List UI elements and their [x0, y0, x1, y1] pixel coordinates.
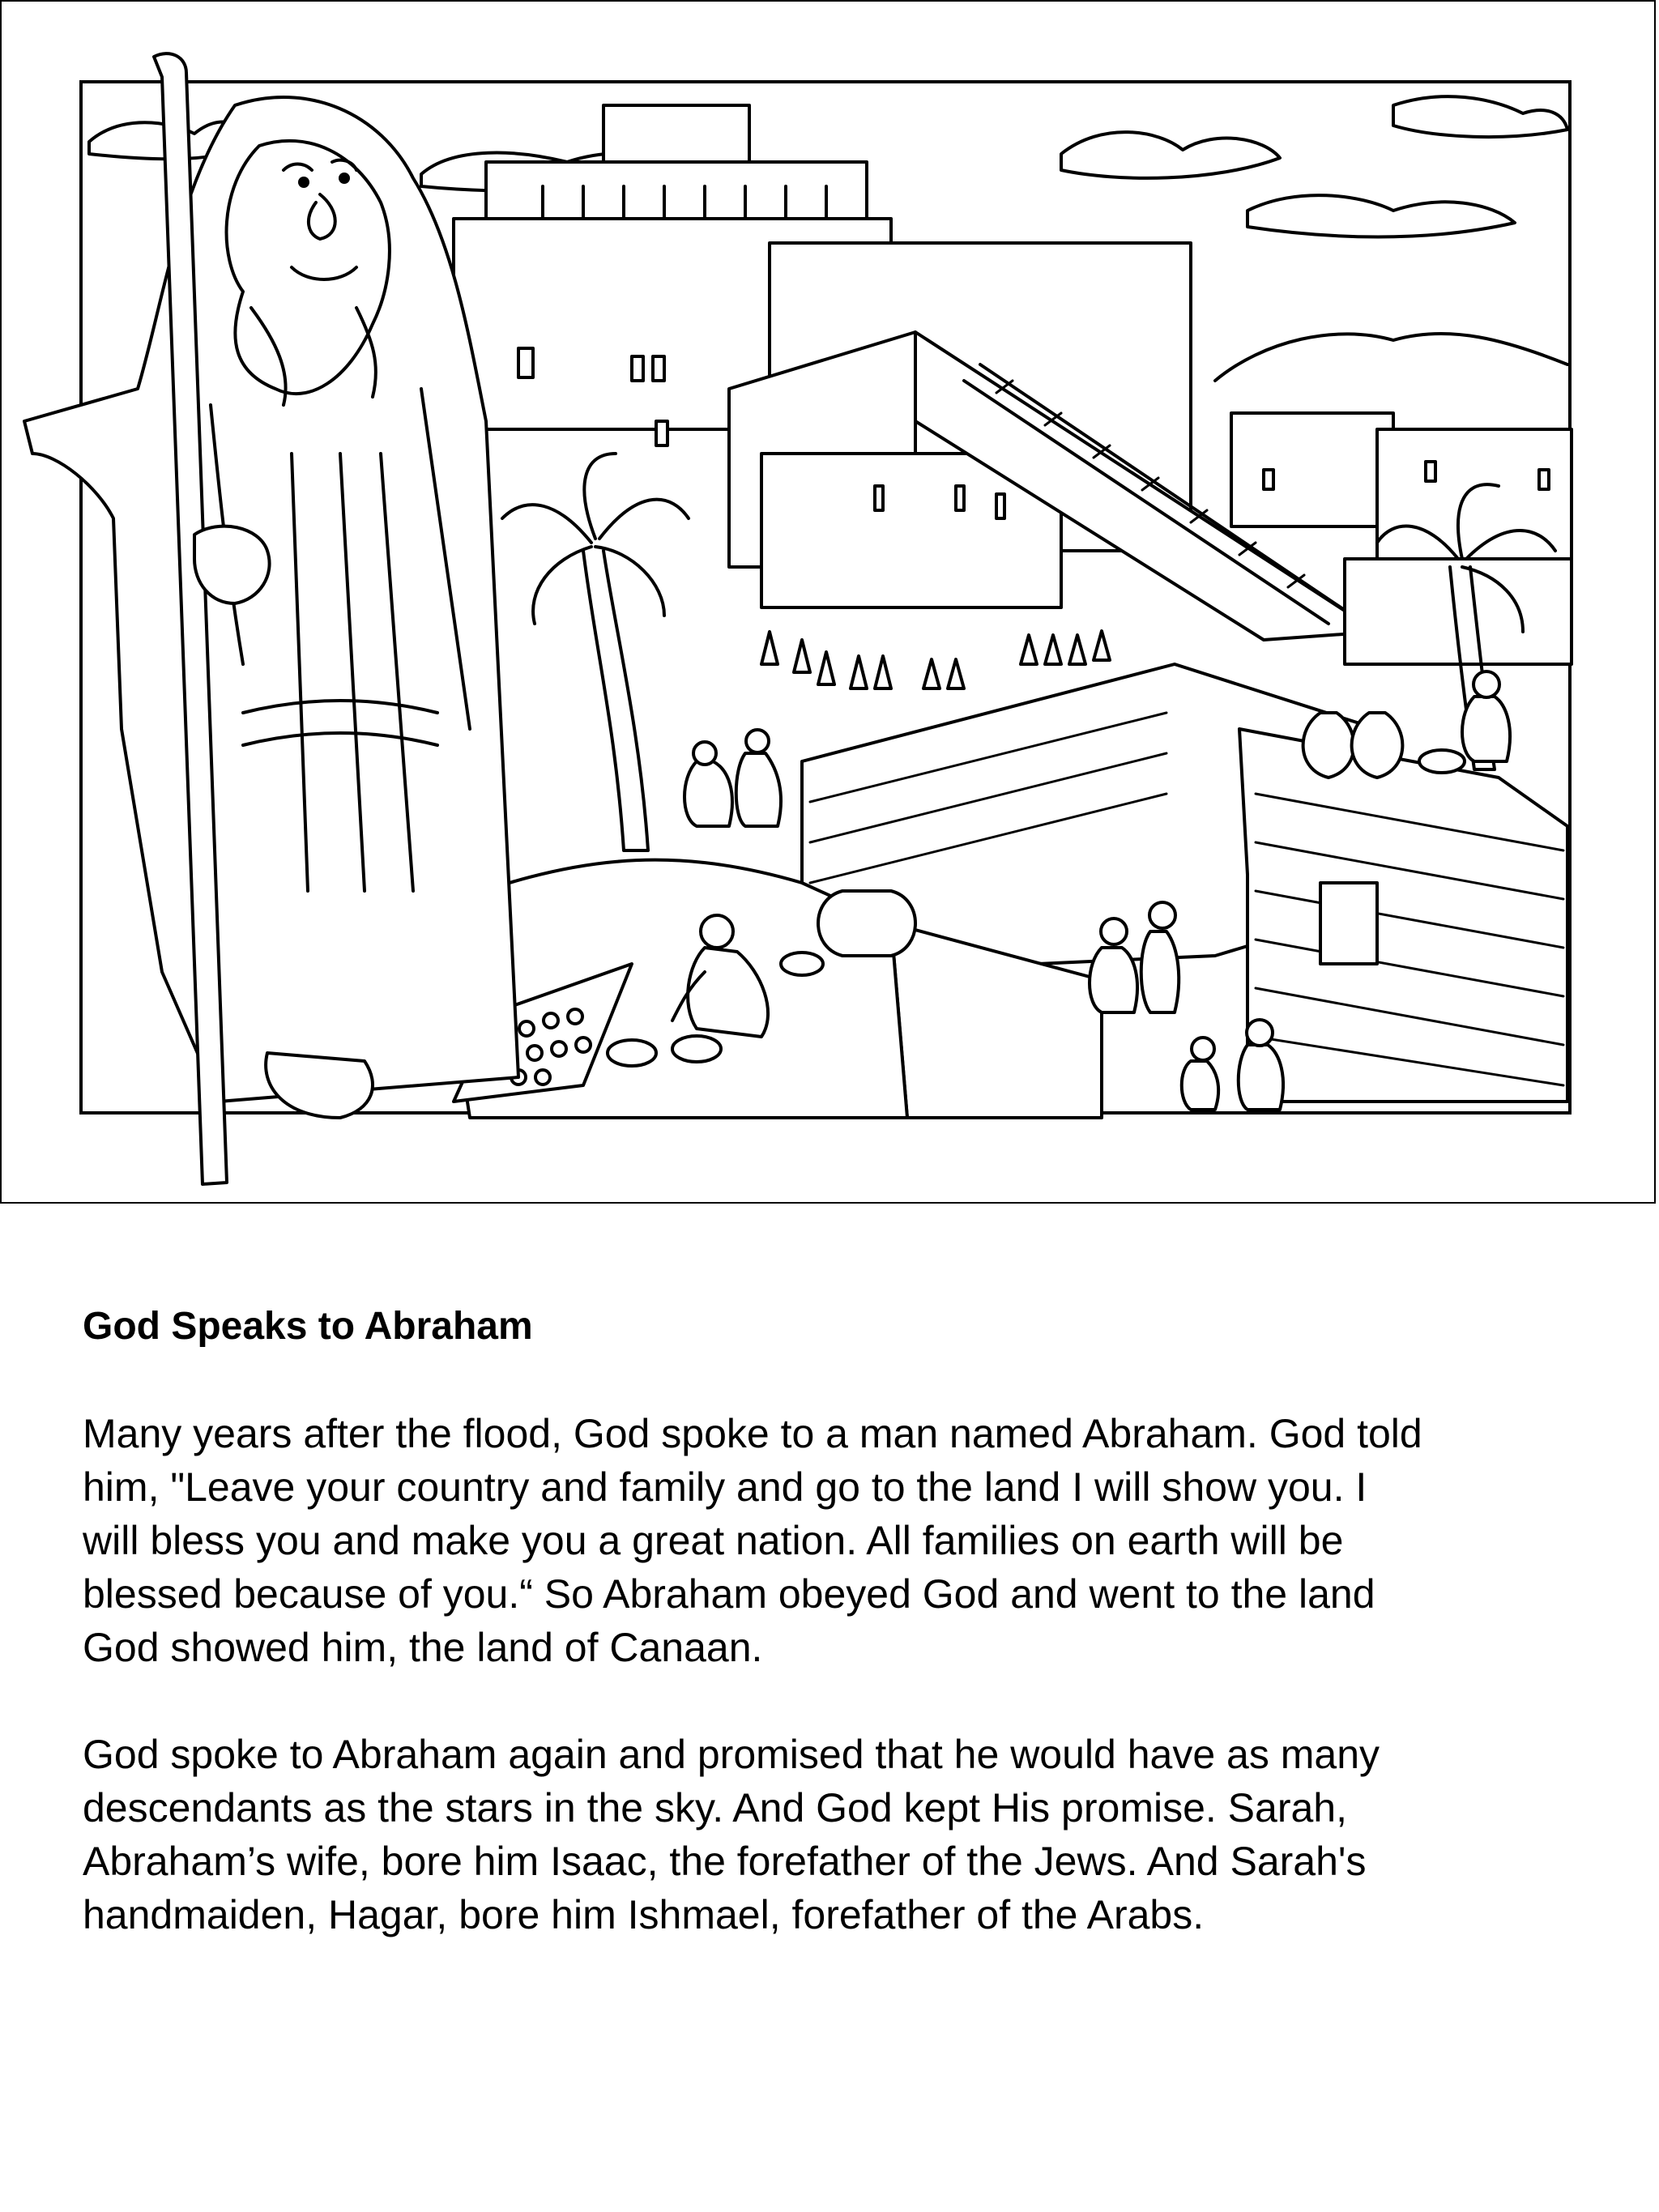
story-paragraph: God spoke to Abraham again and promised that he would have as many descendants as the stars in the sky. And God kept His promise. Sarah, Abraham’s wife, bore him Isaac, the forefather of the Jews. And Sarah's handmaiden, Hagar, bore him Ishmael, forefather of the Arabs. [83, 1732, 1380, 1937]
hand [194, 526, 270, 603]
story-paragraph: Many years after the flood, God spoke to a man named Abraham. God told him, "Leave your country and family and go to the land I will show you. I will bless you and make you a great nation. All families on earth will be blessed because of you.“ So Abraham obeyed God and went to the land God showed him, the land of Canaan. [83, 1411, 1422, 1670]
abraham-figure [24, 97, 518, 1118]
ziggurat [454, 105, 1377, 640]
brick-walls [802, 664, 1567, 1118]
hills [1215, 334, 1567, 381]
story-text-block [83, 1300, 1541, 1995]
story-title: God Speaks to Abraham [83, 1305, 533, 1348]
